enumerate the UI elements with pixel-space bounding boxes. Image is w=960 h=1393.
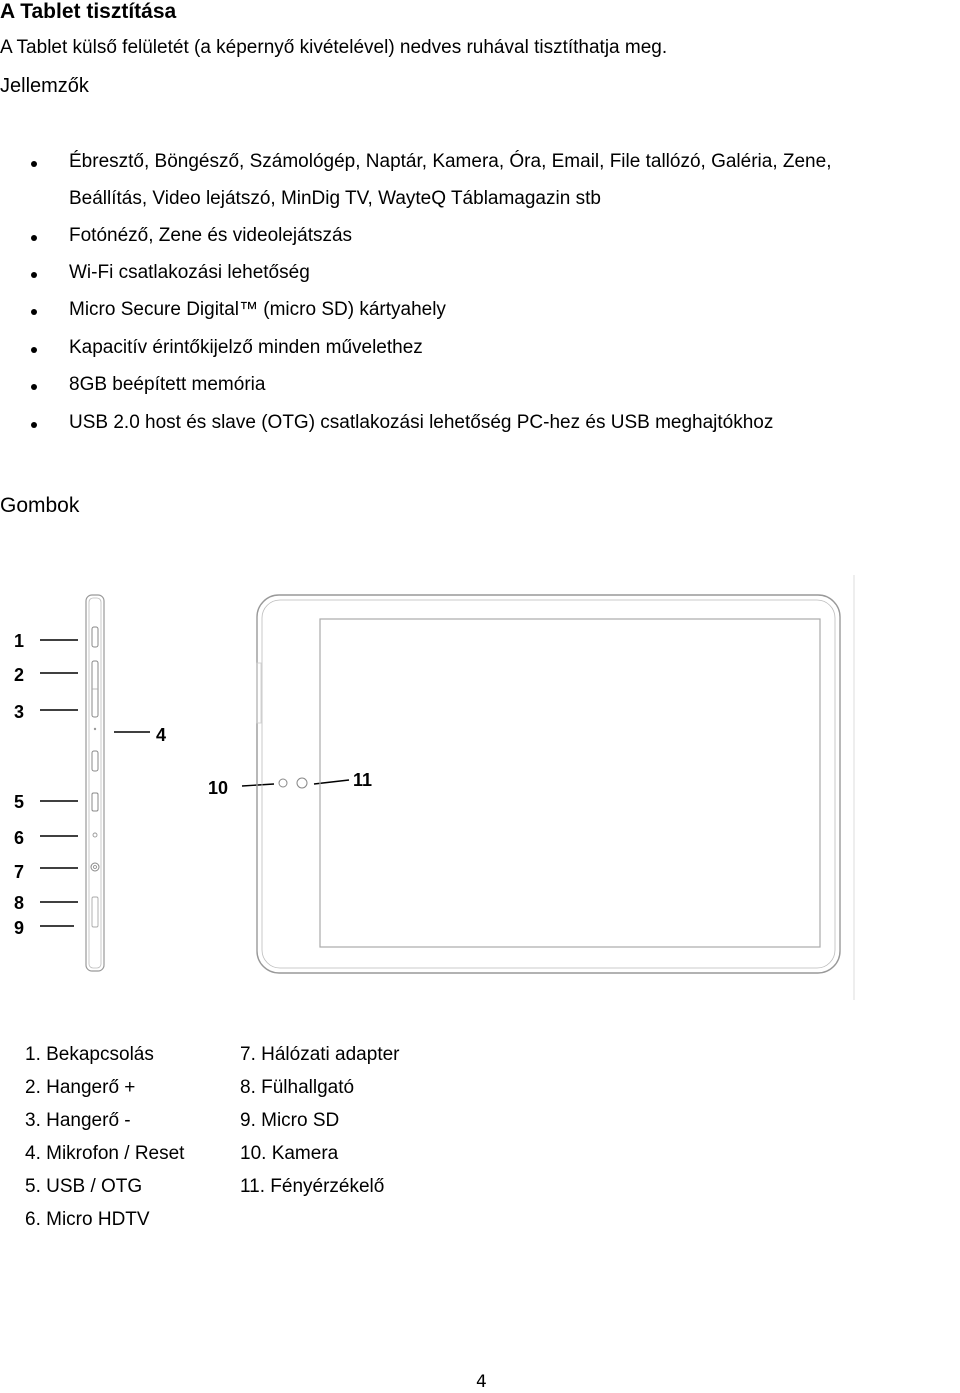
label-11: 11 <box>353 770 373 790</box>
label-9: 9 <box>14 918 25 938</box>
label-5: 5 <box>14 792 25 812</box>
label-4: 4 <box>156 725 167 745</box>
page-number: 4 <box>476 1372 487 1392</box>
label-1: 1 <box>14 631 25 651</box>
bullet-icon <box>31 384 37 390</box>
list-item-text: Fotónéző, Zene és videolejátszás <box>69 225 353 246</box>
list-item-text: Beállítás, Video lejátszó, MinDig TV, WayteQ Táblamagazin stb <box>69 188 601 209</box>
legend-item: 11. Fényérzékelő <box>240 1176 385 1197</box>
tablet-side-view <box>86 595 104 971</box>
cleaning-text: A Tablet külső felületét (a képernyő kivételével) nedves ruhával tisztíthatja meg. <box>0 37 668 58</box>
bullet-icon <box>31 347 37 353</box>
label-2: 2 <box>14 665 25 685</box>
label-7: 7 <box>14 862 25 882</box>
list-item-text: Micro Secure Digital™ (micro SD) kártyahely <box>69 299 446 320</box>
legend-item: 1. Bekapcsolás <box>25 1044 154 1065</box>
legend-item: 7. Hálózati adapter <box>240 1044 400 1065</box>
bullet-icon <box>31 422 37 428</box>
legend-item: 4. Mikrofon / Reset <box>25 1143 185 1164</box>
label-10: 10 <box>208 778 229 798</box>
bullet-icon <box>31 309 37 315</box>
bullet-icon <box>31 161 37 167</box>
list-item-text: USB 2.0 host és slave (OTG) csatlakozási lehetőség PC-hez és USB meghajtókhoz <box>69 412 774 433</box>
legend-item: 8. Fülhallgató <box>240 1077 355 1098</box>
tablet-diagram <box>0 575 960 1015</box>
legend-item: 5. USB / OTG <box>25 1176 143 1197</box>
list-item-text: Ébresztő, Böngésző, Számológép, Naptár, Kamera, Óra, Email, File tallózó, Galéria, Zene, <box>69 151 832 172</box>
legend-item: 2. Hangerő + <box>25 1077 136 1098</box>
tablet-front-view <box>257 575 854 1000</box>
legend-item: 6. Micro HDTV <box>25 1209 150 1230</box>
list-item-text: 8GB beépített memória <box>69 374 266 395</box>
bullet-icon <box>31 235 37 241</box>
list-item-text: Wi-Fi csatlakozási lehetőség <box>69 262 310 283</box>
buttons-title: Gombok <box>0 494 80 517</box>
legend-item: 9. Micro SD <box>240 1110 340 1131</box>
features-title: Jellemzők <box>0 75 89 97</box>
label-8: 8 <box>14 893 25 913</box>
legend-item: 10. Kamera <box>240 1143 339 1164</box>
cleaning-title: A Tablet tisztítása <box>0 0 177 23</box>
list-item-text: Kapacitív érintőkijelző minden művelethez <box>69 337 423 358</box>
label-3: 3 <box>14 702 25 722</box>
legend-item: 3. Hangerő - <box>25 1110 131 1131</box>
bullet-icon <box>31 272 37 278</box>
label-6: 6 <box>14 828 25 848</box>
